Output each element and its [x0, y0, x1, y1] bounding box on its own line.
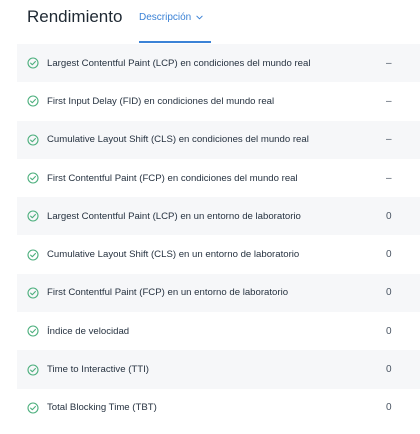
check-circle-icon — [27, 287, 39, 299]
metrics-list — [17, 44, 420, 427]
tab-description-label: Descripción — [139, 12, 192, 23]
check-circle-icon — [27, 172, 39, 184]
check-circle-icon — [27, 95, 39, 107]
metric-label: First Contentful Paint (FCP) en un entorno de laboratorio — [47, 287, 289, 299]
metric-value: – — [386, 172, 392, 184]
metric-label: Largest Contentful Paint (LCP) en un entorno de laboratorio — [47, 210, 301, 222]
check-circle-icon — [27, 402, 39, 414]
check-circle-icon — [27, 210, 39, 222]
metric-label: Total Blocking Time (TBT) — [47, 402, 157, 414]
metric-row — [17, 312, 420, 350]
metric-label: Cumulative Layout Shift (CLS) en un entorno de laboratorio — [47, 249, 300, 261]
check-circle-icon — [27, 364, 39, 376]
metric-row — [17, 274, 420, 312]
tab-active-indicator — [139, 41, 211, 43]
metric-value: – — [386, 57, 392, 69]
metric-label: Índice de velocidad — [47, 325, 130, 337]
chevron-down-icon — [196, 14, 203, 21]
metric-label: First Input Delay (FID) en condiciones del mundo real — [47, 95, 275, 107]
metric-row — [17, 350, 420, 388]
check-circle-icon — [27, 57, 39, 69]
metric-row — [17, 389, 420, 427]
metric-row — [17, 121, 420, 159]
metric-value: 0 — [386, 402, 392, 414]
metric-label: Largest Contentful Paint (LCP) en condiciones del mundo real — [47, 57, 311, 69]
check-circle-icon — [27, 134, 39, 146]
metric-value: 0 — [386, 287, 392, 299]
metric-label: Cumulative Layout Shift (CLS) en condiciones del mundo real — [47, 134, 309, 146]
metric-label: First Contentful Paint (FCP) en condiciones del mundo real — [47, 172, 298, 184]
tab-description[interactable] — [139, 12, 203, 23]
performance-header — [0, 0, 420, 44]
metric-value: – — [386, 134, 392, 146]
metric-value: 0 — [386, 364, 392, 376]
check-circle-icon — [27, 325, 39, 337]
metric-value: 0 — [386, 325, 392, 337]
metric-value: 0 — [386, 249, 392, 261]
check-circle-icon — [27, 249, 39, 261]
metric-row — [17, 44, 420, 82]
metric-value: – — [386, 95, 392, 107]
metric-value: 0 — [386, 210, 392, 222]
metric-row — [17, 197, 420, 235]
metric-row — [17, 82, 420, 120]
metric-label: Time to Interactive (TTI) — [47, 364, 149, 376]
metric-row — [17, 159, 420, 197]
metric-row — [17, 235, 420, 273]
page-title: Rendimiento — [27, 7, 123, 26]
